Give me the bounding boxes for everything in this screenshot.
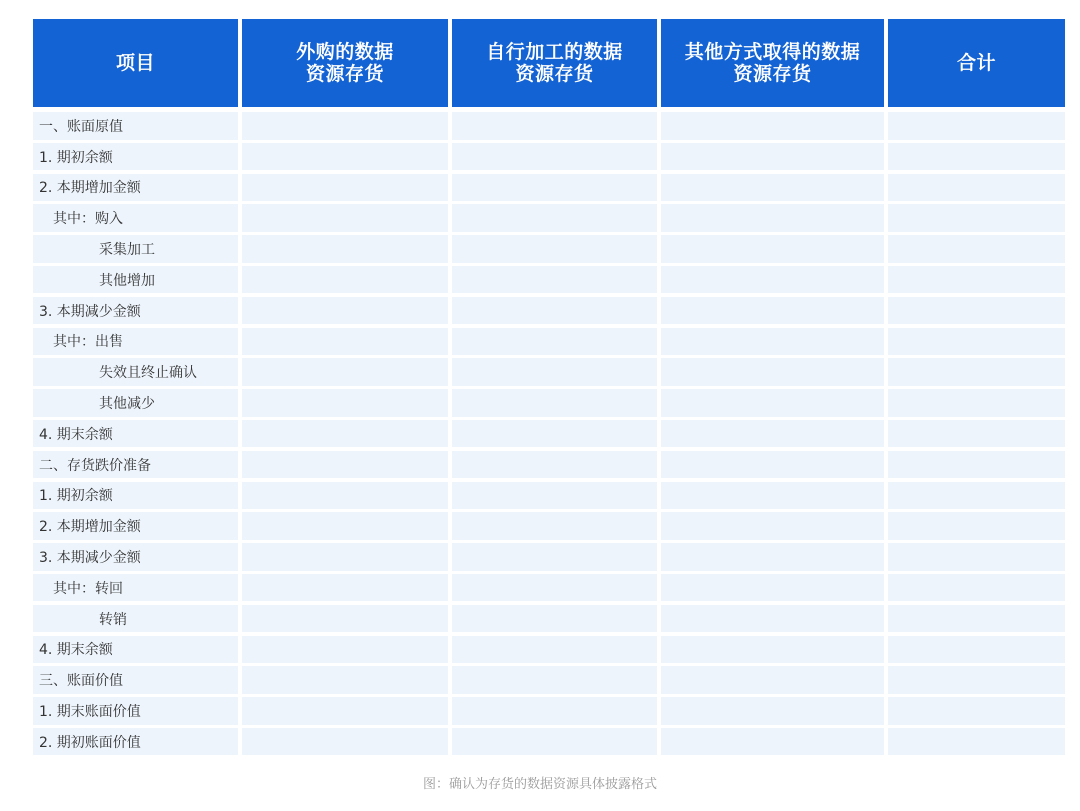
table-cell [242, 204, 448, 232]
table-cell [661, 328, 884, 356]
table-cell [452, 328, 657, 356]
row-label: 其中：转回 [33, 574, 238, 602]
table-cell [888, 728, 1065, 756]
table-cell [661, 636, 884, 664]
header-line: 项目 [115, 52, 155, 74]
header-cell-item [33, 19, 238, 107]
table-cell [888, 543, 1065, 571]
table-cell [242, 543, 448, 571]
table-cell [452, 574, 657, 602]
header-line: 资源存货 [733, 63, 812, 85]
table-cell [888, 389, 1065, 417]
table-cell [888, 636, 1065, 664]
row-label: 其中：购入 [33, 204, 238, 232]
table-cell [888, 451, 1065, 479]
table-cell [661, 728, 884, 756]
table-cell [661, 666, 884, 694]
table-cell [661, 266, 884, 294]
table-cell [452, 389, 657, 417]
table-cell [661, 297, 884, 325]
row-label: 1. 期末账面价值 [33, 697, 238, 725]
table-cell [242, 605, 448, 633]
table-cell [888, 297, 1065, 325]
table-cell [242, 512, 448, 540]
table-cell [452, 543, 657, 571]
table-cell [452, 636, 657, 664]
table-cell [888, 174, 1065, 202]
table-cell [661, 697, 884, 725]
table-cell [888, 143, 1065, 171]
figure-caption: 图：确认为存货的数据资源具体披露格式 [422, 777, 657, 792]
table-cell [661, 574, 884, 602]
table-cell [661, 112, 884, 140]
table-cell [242, 297, 448, 325]
table-cell [661, 482, 884, 510]
row-label: 其中：出售 [33, 328, 238, 356]
header-line: 其他方式取得的数据 [684, 41, 861, 63]
table-cell [888, 666, 1065, 694]
table-cell [888, 266, 1065, 294]
table-cell [888, 605, 1065, 633]
disclosure-table [33, 19, 1065, 755]
header-cell-total [888, 19, 1065, 107]
table-cell [888, 420, 1065, 448]
table-cell [242, 574, 448, 602]
table-cell [242, 266, 448, 294]
table-cell [452, 112, 657, 140]
row-label: 3. 本期减少金额 [33, 543, 238, 571]
row-label: 1. 期初余额 [33, 482, 238, 510]
table-cell [661, 389, 884, 417]
table-cell [661, 174, 884, 202]
table-cell [452, 266, 657, 294]
table-cell [242, 636, 448, 664]
table-cell [242, 482, 448, 510]
table-cell [661, 204, 884, 232]
table-cell [452, 235, 657, 263]
row-label: 转销 [33, 605, 238, 633]
row-label: 2. 本期增加金额 [33, 174, 238, 202]
table-cell [452, 143, 657, 171]
row-label: 3. 本期减少金额 [33, 297, 238, 325]
table-cell [452, 482, 657, 510]
table-cell [452, 666, 657, 694]
table-cell [242, 389, 448, 417]
table-cell [242, 420, 448, 448]
table-cell [661, 451, 884, 479]
table-cell [242, 328, 448, 356]
header-line: 自行加工的数据 [486, 41, 623, 63]
table-cell [452, 358, 657, 386]
row-label: 其他减少 [33, 389, 238, 417]
table-cell [242, 358, 448, 386]
row-label: 4. 期末余额 [33, 636, 238, 664]
row-label: 1. 期初余额 [33, 143, 238, 171]
row-label: 2. 期初账面价值 [33, 728, 238, 756]
row-label: 三、账面价值 [33, 666, 238, 694]
row-label: 其他增加 [33, 266, 238, 294]
table-cell [661, 512, 884, 540]
row-label: 采集加工 [33, 235, 238, 263]
header-line: 合计 [956, 52, 996, 74]
header-cell-other-means [661, 19, 884, 107]
row-label: 一、账面原值 [33, 112, 238, 140]
table-cell [452, 451, 657, 479]
table-cell [242, 143, 448, 171]
table-cell [888, 482, 1065, 510]
table-cell [452, 420, 657, 448]
table-cell [888, 697, 1065, 725]
table-cell [242, 728, 448, 756]
row-label: 失效且终止确认 [33, 358, 238, 386]
row-label: 二、存货跌价准备 [33, 451, 238, 479]
table-cell [242, 451, 448, 479]
table-cell [242, 112, 448, 140]
table-cell [242, 235, 448, 263]
table-cell [452, 605, 657, 633]
table-cell [888, 358, 1065, 386]
table-cell [452, 697, 657, 725]
table-cell [661, 420, 884, 448]
table-cell [888, 235, 1065, 263]
table-cell [888, 112, 1065, 140]
table-cell [452, 512, 657, 540]
table-cell [242, 174, 448, 202]
header-cell-purchased [242, 19, 448, 107]
table-cell [661, 543, 884, 571]
table-cell [242, 666, 448, 694]
table-cell [888, 204, 1065, 232]
table-cell [452, 297, 657, 325]
header-cell-self-processed [452, 19, 657, 107]
table-cell [452, 204, 657, 232]
header-line: 外购的数据 [296, 41, 394, 63]
table-cell [242, 697, 448, 725]
table-cell [888, 574, 1065, 602]
table-cell [452, 728, 657, 756]
table-cell [661, 235, 884, 263]
table-cell [888, 512, 1065, 540]
header-line: 资源存货 [305, 63, 384, 85]
row-label: 4. 期末余额 [33, 420, 238, 448]
header-line: 资源存货 [515, 63, 594, 85]
table-cell [452, 174, 657, 202]
table-cell [661, 605, 884, 633]
table-cell [661, 143, 884, 171]
table-cell [661, 358, 884, 386]
row-label: 2. 本期增加金额 [33, 512, 238, 540]
table-cell [888, 328, 1065, 356]
